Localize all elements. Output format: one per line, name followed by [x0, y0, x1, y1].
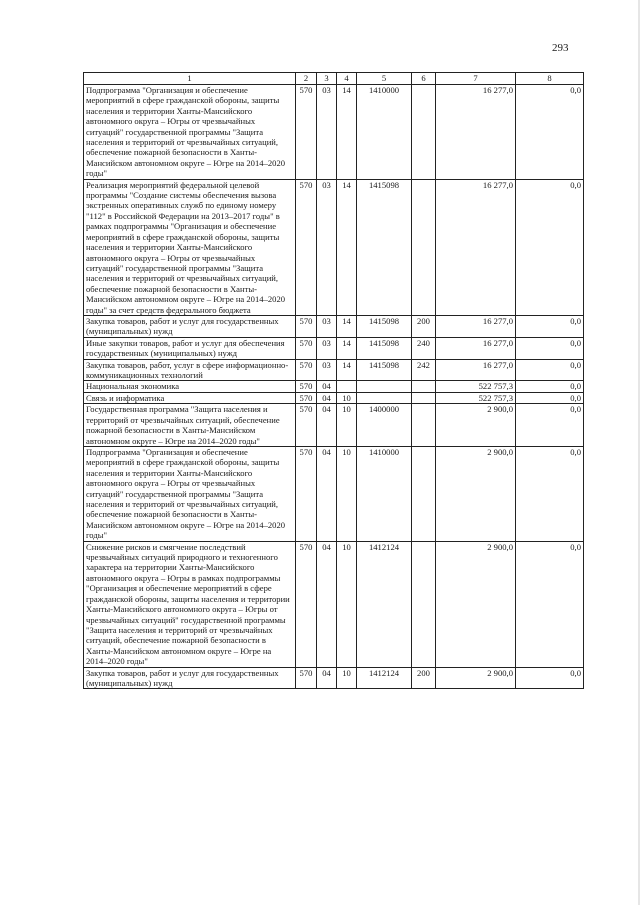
cell-col8: 0,0	[516, 381, 584, 393]
table-row	[84, 447, 584, 542]
cell-col2: 570	[296, 392, 317, 404]
cell-col7: 2 900,0	[436, 541, 516, 667]
row-name: Снижение рисков и смягчение последствий чрезвычайных ситуаций природного и техногенного характера на территории Ханты-Мансийского автономного округа – Югры в рамках подпрограммы "Организация и обеспечение мероприятий в сфере гражданской обороны, защиты населения и территории Ханты-Мансийского автономного округа – Югры от чрезвычайных ситуаций" государственной программы "Защита населения и территорий от чрезвычайных ситуаций, обеспечение пожарной безопасности в Ханты-Мансийском автономном округе – Югре на 2014–2020 годы"	[84, 541, 296, 667]
cell-col8: 0,0	[516, 85, 584, 180]
table-row	[84, 315, 584, 337]
table-row	[84, 85, 584, 180]
cell-col4: 10	[337, 404, 357, 447]
column-header: 6	[412, 73, 436, 85]
row-name: Государственная программа "Защита населения и территорий от чрезвычайных ситуаций, обеспечение пожарной безопасности в Ханты-Мансийском автономном округе – Югре на 2014–2020 годы"	[84, 404, 296, 447]
cell-col5: 1415098	[357, 179, 412, 315]
budget-table	[83, 72, 584, 689]
cell-col2: 570	[296, 315, 317, 337]
cell-col2: 570	[296, 85, 317, 180]
row-name: Подпрограмма "Организация и обеспечение мероприятий в сфере гражданской обороны, защиты населения и территории Ханты-Мансийского автономного округа – Югры от чрезвычайных ситуаций" государственной программы "Защита населения и территорий от чрезвычайных ситуаций, обеспечение пожарной безопасности в Ханты-Мансийском автономном округе – Югре на 2014–2020 годы"	[84, 447, 296, 542]
cell-col3: 04	[317, 541, 337, 667]
cell-col6	[412, 85, 436, 180]
cell-col5	[357, 381, 412, 393]
table-row	[84, 337, 584, 359]
cell-col7: 2 900,0	[436, 404, 516, 447]
table-row	[84, 179, 584, 315]
cell-col7: 2 900,0	[436, 447, 516, 542]
cell-col2: 570	[296, 447, 317, 542]
row-name: Закупка товаров, работ, услуг в сфере информационно-коммуникационных технологий	[84, 359, 296, 381]
cell-col5: 1410000	[357, 447, 412, 542]
table-row	[84, 359, 584, 381]
cell-col2: 570	[296, 404, 317, 447]
table-row	[84, 392, 584, 404]
cell-col6	[412, 381, 436, 393]
cell-col8: 0,0	[516, 337, 584, 359]
cell-col4: 14	[337, 85, 357, 180]
cell-col6: 240	[412, 337, 436, 359]
cell-col6: 200	[412, 667, 436, 689]
cell-col6	[412, 447, 436, 542]
page-number: 293	[552, 42, 569, 54]
cell-col6	[412, 179, 436, 315]
table-row	[84, 541, 584, 667]
cell-col5: 1415098	[357, 315, 412, 337]
cell-col4: 14	[337, 359, 357, 381]
cell-col4: 14	[337, 179, 357, 315]
cell-col3: 03	[317, 85, 337, 180]
column-header: 8	[516, 73, 584, 85]
cell-col3: 04	[317, 392, 337, 404]
cell-col7: 16 277,0	[436, 359, 516, 381]
cell-col2: 570	[296, 667, 317, 689]
column-header: 2	[296, 73, 317, 85]
cell-col7: 522 757,3	[436, 381, 516, 393]
cell-col8: 0,0	[516, 179, 584, 315]
cell-col3: 03	[317, 315, 337, 337]
cell-col2: 570	[296, 337, 317, 359]
cell-col4: 10	[337, 541, 357, 667]
table-row	[84, 381, 584, 393]
row-name: Реализация мероприятий федеральной целевой программы "Создание системы обеспечения вызова экстренных оперативных служб по единому номеру "112" в Российской Федерации на 2013–2017 годы" в рамках подпрограммы "Организация и обеспечение мероприятий в сфере гражданской обороны, защиты населения и территории Ханты-Мансийского автономного округа – Югры от чрезвычайных ситуаций" государственной программы "Защита населения и территорий от чрезвычайных ситуаций, обеспечение пожарной безопасности в Ханты-Мансийском автономном округе – Югре на 2014–2020 годы" за счет средств федерального бюджета	[84, 179, 296, 315]
cell-col8: 0,0	[516, 404, 584, 447]
cell-col8: 0,0	[516, 541, 584, 667]
cell-col5: 1412124	[357, 667, 412, 689]
cell-col8: 0,0	[516, 447, 584, 542]
row-name: Связь и информатика	[84, 392, 296, 404]
cell-col7: 2 900,0	[436, 667, 516, 689]
cell-col7: 16 277,0	[436, 315, 516, 337]
column-header: 3	[317, 73, 337, 85]
cell-col7: 16 277,0	[436, 179, 516, 315]
cell-col4: 10	[337, 392, 357, 404]
table-header-row	[84, 73, 584, 85]
cell-col8: 0,0	[516, 315, 584, 337]
cell-col5: 1415098	[357, 337, 412, 359]
row-name: Закупка товаров, работ и услуг для государственных (муниципальных) нужд	[84, 315, 296, 337]
cell-col5: 1415098	[357, 359, 412, 381]
cell-col5: 1400000	[357, 404, 412, 447]
column-header: 1	[84, 73, 296, 85]
table-row	[84, 404, 584, 447]
row-name: Подпрограмма "Организация и обеспечение мероприятий в сфере гражданской обороны, защиты населения и территории Ханты-Мансийского автономного округа – Югры от чрезвычайных ситуаций" государственной программы "Защита населения и территорий от чрезвычайных ситуаций, обеспечение пожарной безопасности в Ханты-Мансийском автономном округе – Югре на 2014–2020 годы"	[84, 85, 296, 180]
column-header: 4	[337, 73, 357, 85]
cell-col8: 0,0	[516, 392, 584, 404]
cell-col3: 04	[317, 404, 337, 447]
cell-col2: 570	[296, 541, 317, 667]
row-name: Закупка товаров, работ и услуг для государственных (муниципальных) нужд	[84, 667, 296, 689]
cell-col7: 522 757,3	[436, 392, 516, 404]
cell-col3: 04	[317, 667, 337, 689]
cell-col8: 0,0	[516, 359, 584, 381]
cell-col4: 10	[337, 447, 357, 542]
row-name: Иные закупки товаров, работ и услуг для обеспечения государственных (муниципальных) нужд	[84, 337, 296, 359]
column-header: 7	[436, 73, 516, 85]
column-header: 5	[357, 73, 412, 85]
table-row	[84, 667, 584, 689]
cell-col6	[412, 404, 436, 447]
cell-col2: 570	[296, 179, 317, 315]
cell-col6: 242	[412, 359, 436, 381]
cell-col3: 03	[317, 179, 337, 315]
cell-col2: 570	[296, 359, 317, 381]
cell-col5: 1412124	[357, 541, 412, 667]
cell-col2: 570	[296, 381, 317, 393]
cell-col3: 03	[317, 359, 337, 381]
cell-col7: 16 277,0	[436, 85, 516, 180]
cell-col6	[412, 541, 436, 667]
cell-col5: 1410000	[357, 85, 412, 180]
cell-col4	[337, 381, 357, 393]
cell-col3: 03	[317, 337, 337, 359]
cell-col5	[357, 392, 412, 404]
cell-col4: 14	[337, 315, 357, 337]
row-name: Национальная экономика	[84, 381, 296, 393]
cell-col4: 10	[337, 667, 357, 689]
cell-col3: 04	[317, 447, 337, 542]
cell-col7: 16 277,0	[436, 337, 516, 359]
cell-col3: 04	[317, 381, 337, 393]
cell-col8: 0,0	[516, 667, 584, 689]
cell-col6	[412, 392, 436, 404]
cell-col4: 14	[337, 337, 357, 359]
cell-col6: 200	[412, 315, 436, 337]
